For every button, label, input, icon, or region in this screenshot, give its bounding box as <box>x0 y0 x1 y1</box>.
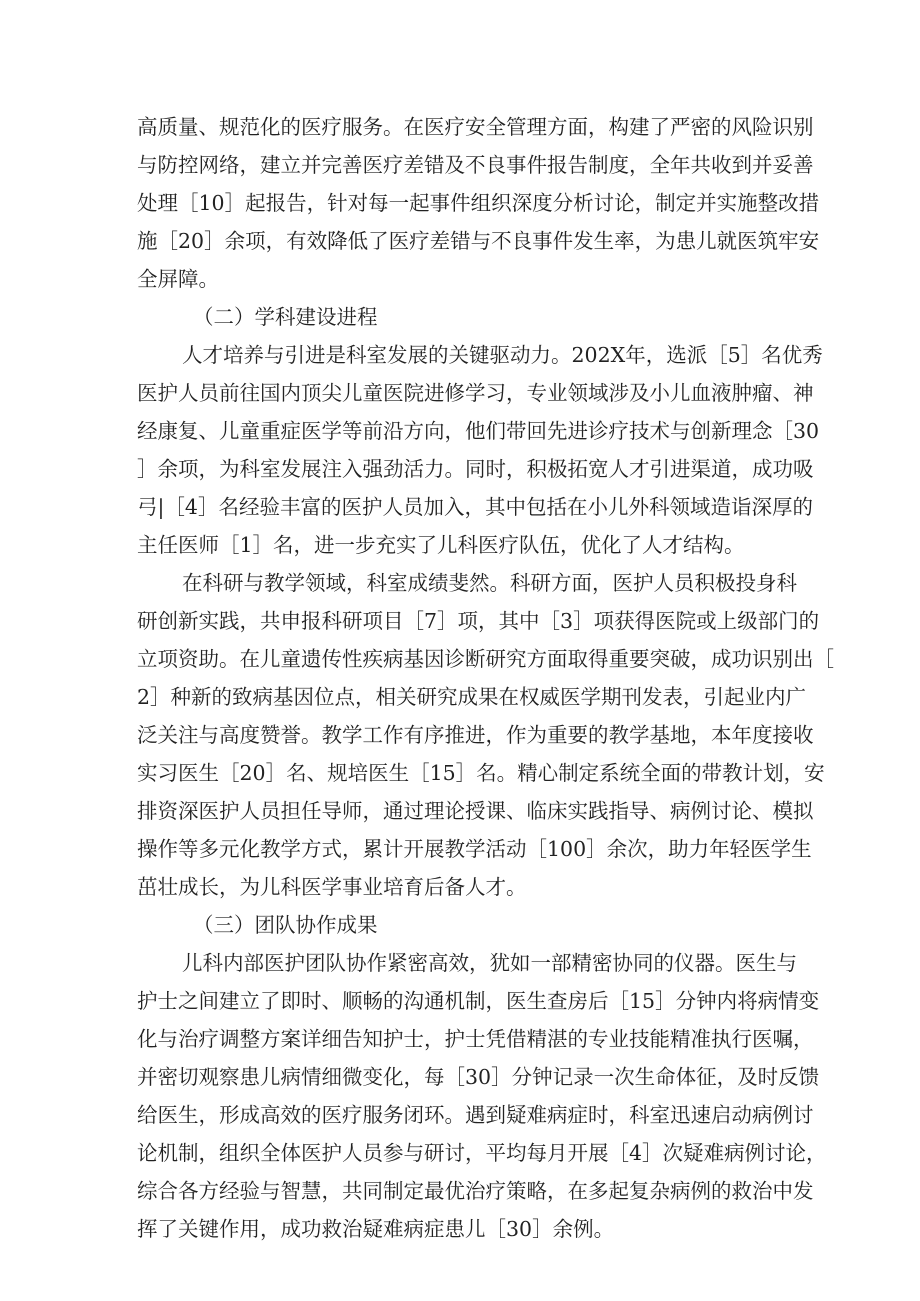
text-line: 综合各方经验与智慧，共同制定最优治疗策略，在多起复杂病例的救治中发 <box>137 1179 814 1203</box>
text-line: 茁壮成长，为儿科医学事业培育后备人才。 <box>137 875 527 899</box>
text-line: 施［20］余项，有效降低了医疗差错与不良事件发生率，为患儿就医筑牢安 <box>137 229 820 253</box>
text-line: 立项资助。在儿童遗传性疾病基因诊断研究方面取得重要突破，成功识别出［ <box>137 647 834 671</box>
paragraph-first-line: 人才培养与引进是科室发展的关键驱动力。202X年，选派［5］名优秀 <box>182 343 823 367</box>
text-line: 全屏障。 <box>137 267 219 291</box>
section-heading-2: （二）学科建设进程 <box>193 305 378 329</box>
text-line: 泛关注与高度赞誉。教学工作有序推进，作为重要的教学基地，本年度接收 <box>137 723 814 747</box>
section-heading-3: （三）团队协作成果 <box>193 913 378 937</box>
text-line: 医护人员前往国内顶尖儿童医院进修学习，专业领域涉及小儿血液肿瘤、神 <box>137 381 814 405</box>
text-line: 论机制，组织全体医护人员参与研讨，平均每月开展［4］次疑难病例讨论， <box>137 1141 827 1165</box>
text-line: 经康复、儿童重症医学等前沿方向，他们带回先进诊疗技术与创新理念［30 <box>137 419 820 443</box>
text-line: 研创新实践，共申报科研项目［7］项，其中［3］项获得医院或上级部门的 <box>137 609 820 633</box>
text-line: 护士之间建立了即时、顺畅的沟通机制，医生查房后［15］分钟内将病情变 <box>137 989 820 1013</box>
text-line: ］余项，为科室发展注入强劲活力。同时，积极拓宽人才引进渠道，成功吸 <box>137 457 814 481</box>
text-line: 2］种新的致病基因位点，相关研究成果在权威医学期刊发表，引起业内广 <box>137 685 807 709</box>
text-line: 高质量、规范化的医疗服务。在医疗安全管理方面，构建了严密的风险识别 <box>137 115 814 139</box>
text-line: 主任医师［1］名，进一步充实了儿科医疗队伍，优化了人才结构。 <box>137 533 745 557</box>
text-line: 弓|［4］名经验丰富的医护人员加入，其中包括在小儿外科领域造诣深厚的 <box>137 495 813 519</box>
paragraph-first-line: 在科研与教学领域，科室成绩斐然。科研方面，医护人员积极投身科 <box>182 571 797 595</box>
text-line: 化与治疗调整方案详细告知护士，护士凭借精湛的专业技能精准执行医嘱， <box>137 1027 814 1051</box>
text-line: 与防控网络，建立并完善医疗差错及不良事件报告制度，全年共收到并妥善 <box>137 153 814 177</box>
text-line: 实习医生［20］名、规培医生［15］名。精心制定系统全面的带教计划，安 <box>137 761 825 785</box>
text-line: 并密切观察患儿病情细微变化，每［30］分钟记录一次生命体征，及时反馈 <box>137 1065 820 1089</box>
text-line: 给医生，形成高效的医疗服务闭环。遇到疑难病症时，科室迅速启动病例讨 <box>137 1103 814 1127</box>
text-line: 排资深医护人员担任导师，通过理论授课、临床实践指导、病例讨论、模拟 <box>137 799 814 823</box>
text-line: 操作等多元化教学方式，累计开展教学活动［100］余次，助力年轻医学生 <box>137 837 812 861</box>
paragraph-first-line: 儿科内部医护团队协作紧密高效，犹如一部精密协同的仪器。医生与 <box>182 951 797 975</box>
text-line: 处理［10］起报告，针对每一起事件组织深度分析讨论，制定并实施整改措 <box>137 191 820 215</box>
text-line: 挥了关键作用，成功救治疑难病症患儿［30］余例。 <box>137 1217 615 1241</box>
